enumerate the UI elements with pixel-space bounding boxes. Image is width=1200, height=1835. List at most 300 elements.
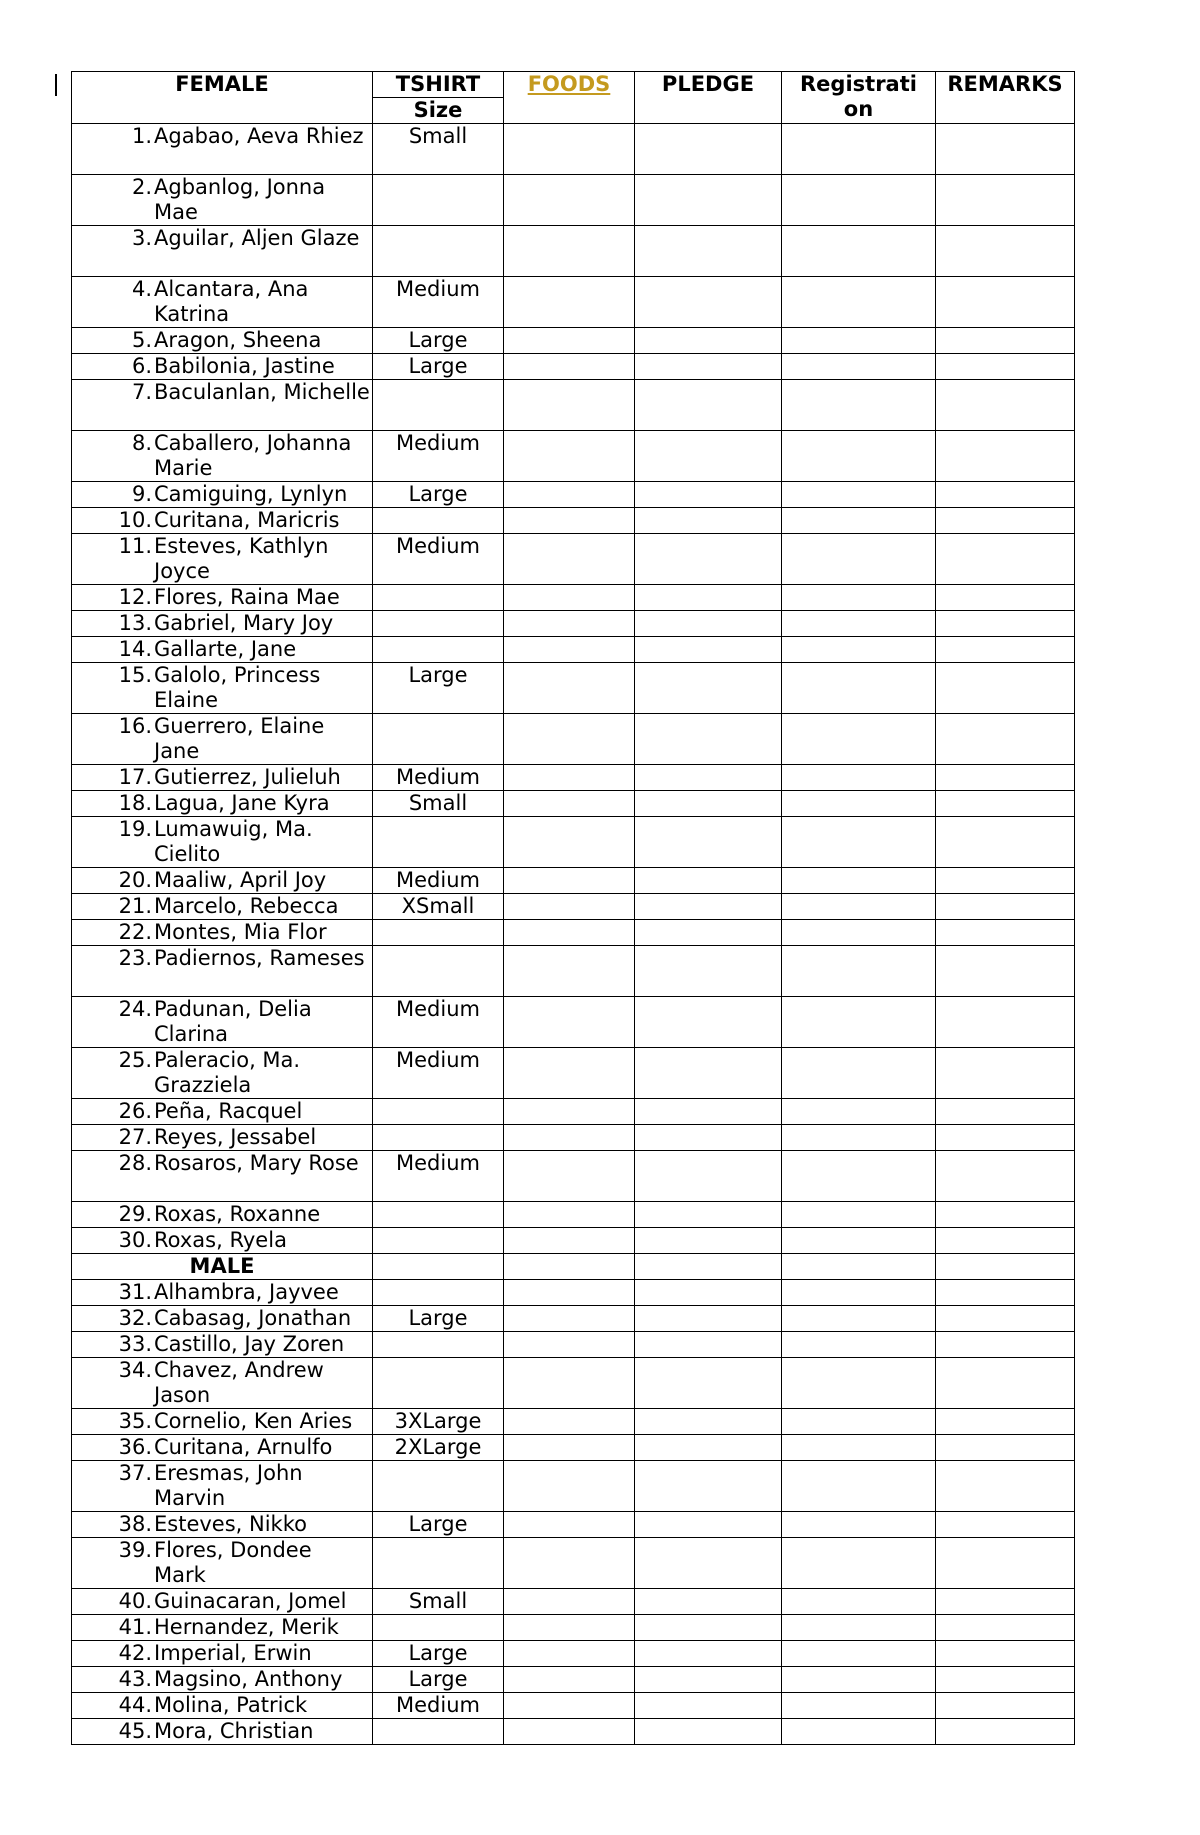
tshirt-size-cell [373, 1202, 504, 1228]
name-cell [72, 611, 373, 637]
tshirt-size-cell: 2XLarge [373, 1435, 504, 1461]
row-number: 30. [118, 1228, 152, 1252]
registration-cell [782, 508, 936, 534]
pledge-cell [635, 817, 782, 868]
name-cell [72, 637, 373, 663]
name-cell [72, 1461, 373, 1512]
name-cell [72, 946, 373, 997]
registration-cell [782, 1048, 936, 1099]
pledge-cell [635, 585, 782, 611]
foods-cell [504, 508, 635, 534]
pledge-cell [635, 1409, 782, 1435]
tshirt-size-cell [373, 1099, 504, 1125]
row-number: 32. [118, 1306, 152, 1330]
pledge-cell [635, 1693, 782, 1719]
table-row [72, 997, 1075, 1048]
remarks-cell [936, 1512, 1075, 1538]
registration-header [782, 72, 936, 124]
person-name: Lagua, Jane Kyra [154, 791, 330, 815]
person-name: Maaliw, April Joy [154, 868, 327, 892]
registration-cell [782, 1615, 936, 1641]
pledge-cell [635, 482, 782, 508]
registration-cell [782, 637, 936, 663]
pledge-cell [635, 1048, 782, 1099]
name-cell [72, 1615, 373, 1641]
tshirt-size-cell: Large [373, 328, 504, 354]
pledge-cell [635, 1280, 782, 1306]
foods-cell [504, 1719, 635, 1745]
row-number: 44. [118, 1693, 152, 1717]
tshirt-size-cell [373, 714, 504, 765]
remarks-cell [936, 868, 1075, 894]
person-name: Roxas, Ryela [154, 1228, 287, 1252]
registration-cell [782, 611, 936, 637]
name-cell [72, 1306, 373, 1332]
table-row [72, 1615, 1075, 1641]
row-number: 23. [118, 946, 152, 970]
registration-cell [782, 1538, 936, 1589]
tshirt-size-cell: Medium [373, 1048, 504, 1099]
name-cell [72, 1151, 373, 1202]
registration-cell [782, 175, 936, 226]
person-name: Aguilar, Aljen Glaze [154, 226, 360, 250]
name-cell [72, 1202, 373, 1228]
pledge-cell [635, 1435, 782, 1461]
row-number: 24. [118, 997, 152, 1021]
remarks-cell [936, 1202, 1075, 1228]
remarks-cell [936, 175, 1075, 226]
person-name: Galolo, Princess Elaine [154, 663, 321, 712]
remarks-cell [936, 1151, 1075, 1202]
table-row [72, 1358, 1075, 1409]
row-number: 19. [118, 817, 152, 841]
name-cell [72, 714, 373, 765]
person-name: Flores, Dondee Mark [154, 1538, 312, 1587]
pledge-cell [635, 1641, 782, 1667]
pledge-cell [635, 997, 782, 1048]
row-number: 33. [118, 1332, 152, 1356]
row-number: 1. [131, 124, 152, 148]
table-row [72, 175, 1075, 226]
person-name: Lumawuig, Ma. Cielito [154, 817, 313, 866]
person-name: Guinacaran, Jomel [154, 1589, 347, 1613]
table-row [72, 714, 1075, 765]
name-cell [72, 1409, 373, 1435]
pledge-cell [635, 431, 782, 482]
row-number: 45. [118, 1719, 152, 1743]
registration-cell [782, 868, 936, 894]
remarks-cell [936, 765, 1075, 791]
registration-cell [782, 1435, 936, 1461]
table-row [72, 1538, 1075, 1589]
table-row [72, 1435, 1075, 1461]
row-number: 15. [118, 663, 152, 687]
tshirt-size-cell [373, 1228, 504, 1254]
remarks-cell [936, 585, 1075, 611]
registration-cell [782, 1693, 936, 1719]
registration-cell [782, 894, 936, 920]
person-name: Babilonia, Jastine [154, 354, 335, 378]
row-number: 22. [118, 920, 152, 944]
row-number: 34. [118, 1358, 152, 1382]
tshirt-size-cell [373, 585, 504, 611]
name-cell [72, 997, 373, 1048]
foods-cell [504, 1125, 635, 1151]
name-cell [72, 175, 373, 226]
person-name: Curitana, Arnulfo [154, 1435, 333, 1459]
tshirt-size-cell: Medium [373, 765, 504, 791]
remarks-cell [936, 997, 1075, 1048]
tshirt-size-cell [373, 380, 504, 431]
remarks-cell [936, 1125, 1075, 1151]
remarks-cell [936, 1280, 1075, 1306]
registration-cell [782, 663, 936, 714]
foods-cell [504, 714, 635, 765]
name-cell [72, 1332, 373, 1358]
registration-cell [782, 1099, 936, 1125]
remarks-cell [936, 1332, 1075, 1358]
name-cell [72, 791, 373, 817]
tshirt-size-cell [373, 175, 504, 226]
remarks-cell [936, 1099, 1075, 1125]
table-row [72, 791, 1075, 817]
row-number: 26. [118, 1099, 152, 1123]
foods-cell [504, 1461, 635, 1512]
table-row [72, 508, 1075, 534]
person-name: Esteves, Kathlyn Joyce [154, 534, 329, 583]
remarks-cell [936, 1409, 1075, 1435]
registration-cell [782, 328, 936, 354]
table-row [72, 1125, 1075, 1151]
pledge-cell [635, 277, 782, 328]
table-row [72, 482, 1075, 508]
roster-body [72, 124, 1075, 1745]
table-row [72, 1332, 1075, 1358]
person-name: Hernandez, Merik [154, 1615, 339, 1639]
remarks-cell [936, 431, 1075, 482]
row-number: 10. [118, 508, 152, 532]
foods-header-label[interactable]: FOODS [527, 72, 611, 96]
table-row [72, 611, 1075, 637]
row-number: 43. [118, 1667, 152, 1691]
person-name: Imperial, Erwin [154, 1641, 312, 1665]
name-cell [72, 226, 373, 277]
tshirt-size-cell [373, 817, 504, 868]
registration-cell [782, 277, 936, 328]
foods-cell [504, 1202, 635, 1228]
female-header-label: FEMALE [175, 72, 269, 96]
foods-cell [504, 124, 635, 175]
table-row [72, 124, 1075, 175]
remarks-cell [936, 1358, 1075, 1409]
male-section-label: MALE [72, 1254, 373, 1280]
table-row [72, 1306, 1075, 1332]
pledge-cell [635, 1099, 782, 1125]
remarks-cell [936, 380, 1075, 431]
person-name: Gabriel, Mary Joy [154, 611, 334, 635]
name-cell [72, 277, 373, 328]
pledge-cell [635, 354, 782, 380]
name-cell [72, 1358, 373, 1409]
remarks-cell [936, 714, 1075, 765]
registration-cell [782, 1202, 936, 1228]
registration-cell [782, 1358, 936, 1409]
row-number: 36. [118, 1435, 152, 1459]
person-name: Baculanlan, Michelle [154, 380, 370, 404]
foods-cell [504, 791, 635, 817]
remarks-cell [936, 534, 1075, 585]
foods-cell [504, 1332, 635, 1358]
registration-cell [782, 714, 936, 765]
pledge-cell [635, 1461, 782, 1512]
person-name: Paleracio, Ma. Grazziela [154, 1048, 301, 1097]
table-row [72, 1151, 1075, 1202]
name-cell [72, 328, 373, 354]
foods-cell [504, 1615, 635, 1641]
name-cell [72, 1719, 373, 1745]
pledge-cell [635, 175, 782, 226]
table-row [72, 765, 1075, 791]
remarks-cell [936, 354, 1075, 380]
foods-cell [504, 1693, 635, 1719]
tshirt-size-cell: XSmall [373, 894, 504, 920]
registration-cell [782, 920, 936, 946]
foods-cell [504, 946, 635, 997]
foods-cell [504, 175, 635, 226]
remarks-cell [936, 328, 1075, 354]
pledge-cell [635, 1358, 782, 1409]
table-row [72, 817, 1075, 868]
foods-cell [504, 663, 635, 714]
name-cell [72, 1228, 373, 1254]
pledge-cell [635, 611, 782, 637]
tshirt-size-cell: Medium [373, 277, 504, 328]
tshirt-size-cell: Medium [373, 1151, 504, 1202]
person-name: Padiernos, Rameses [154, 946, 365, 970]
row-number: 40. [118, 1589, 152, 1613]
registration-cell [782, 1589, 936, 1615]
foods-cell [504, 1641, 635, 1667]
row-number: 16. [118, 714, 152, 738]
pledge-cell [635, 1615, 782, 1641]
registration-cell [782, 791, 936, 817]
remarks-cell [936, 791, 1075, 817]
pledge-cell [635, 1667, 782, 1693]
foods-cell [504, 482, 635, 508]
row-number: 18. [118, 791, 152, 815]
row-number: 20. [118, 868, 152, 892]
remarks-cell [936, 1461, 1075, 1512]
registration-cell [782, 482, 936, 508]
table-row [72, 354, 1075, 380]
registration-cell [782, 1280, 936, 1306]
foods-cell [504, 534, 635, 585]
remarks-cell [936, 1435, 1075, 1461]
registration-cell [782, 1512, 936, 1538]
foods-cell [504, 894, 635, 920]
pledge-cell [635, 124, 782, 175]
table-row [72, 868, 1075, 894]
pledge-cell [635, 714, 782, 765]
person-name: Chavez, Andrew Jason [154, 1358, 324, 1407]
row-number: 38. [118, 1512, 152, 1536]
name-cell [72, 1099, 373, 1125]
name-cell [72, 868, 373, 894]
registration-cell [782, 765, 936, 791]
tshirt-header [373, 72, 504, 124]
row-number: 41. [118, 1615, 152, 1639]
foods-cell [504, 1512, 635, 1538]
foods-cell [504, 1099, 635, 1125]
tshirt-size-cell [373, 1332, 504, 1358]
table-row [72, 534, 1075, 585]
name-cell [72, 482, 373, 508]
name-cell [72, 431, 373, 482]
name-cell [72, 585, 373, 611]
name-cell [72, 920, 373, 946]
foods-cell [504, 1254, 635, 1280]
pledge-cell [635, 663, 782, 714]
person-name: Gallarte, Jane [154, 637, 297, 661]
tshirt-size-cell: Small [373, 791, 504, 817]
table-row [72, 328, 1075, 354]
person-name: Flores, Raina Mae [154, 585, 340, 609]
person-name: Aragon, Sheena [154, 328, 322, 352]
table-row [72, 1048, 1075, 1099]
name-cell [72, 380, 373, 431]
pledge-cell [635, 868, 782, 894]
name-cell [72, 1512, 373, 1538]
registration-cell [782, 1254, 936, 1280]
row-number: 21. [118, 894, 152, 918]
roster-table [71, 71, 1075, 1745]
registration-cell [782, 226, 936, 277]
row-number: 27. [118, 1125, 152, 1149]
person-name: Camiguing, Lynlyn [154, 482, 348, 506]
foods-cell [504, 1306, 635, 1332]
pledge-header [635, 72, 782, 124]
person-name: Reyes, Jessabel [154, 1125, 317, 1149]
row-number: 6. [131, 354, 152, 378]
person-name: Alcantara, Ana Katrina [154, 277, 309, 326]
foods-cell [504, 1538, 635, 1589]
foods-cell [504, 1589, 635, 1615]
foods-cell [504, 1048, 635, 1099]
remarks-cell [936, 1589, 1075, 1615]
tshirt-size-cell: Large [373, 1306, 504, 1332]
person-name: Curitana, Maricris [154, 508, 340, 532]
name-cell [72, 508, 373, 534]
tshirt-size-cell: 3XLarge [373, 1409, 504, 1435]
foods-cell [504, 1409, 635, 1435]
name-cell [72, 1048, 373, 1099]
registration-cell [782, 1332, 936, 1358]
tshirt-size-cell: Large [373, 482, 504, 508]
tshirt-size-cell: Medium [373, 534, 504, 585]
foods-cell [504, 380, 635, 431]
remarks-cell [936, 1306, 1075, 1332]
foods-cell [504, 277, 635, 328]
row-number: 37. [118, 1461, 152, 1485]
person-name: Agbanlog, Jonna Mae [154, 175, 326, 224]
row-number: 35. [118, 1409, 152, 1433]
male-section-row [72, 1254, 1075, 1280]
remarks-cell [936, 894, 1075, 920]
table-row [72, 663, 1075, 714]
row-number: 7. [131, 380, 152, 404]
name-cell [72, 1641, 373, 1667]
row-number: 13. [118, 611, 152, 635]
foods-cell [504, 354, 635, 380]
table-row [72, 1641, 1075, 1667]
pledge-cell [635, 534, 782, 585]
row-number: 4. [131, 277, 152, 301]
pledge-cell [635, 1254, 782, 1280]
table-row [72, 1228, 1075, 1254]
registration-cell [782, 1641, 936, 1667]
person-name: Molina, Patrick [154, 1693, 308, 1717]
row-number: 25. [118, 1048, 152, 1072]
pledge-cell [635, 1538, 782, 1589]
row-number: 28. [118, 1151, 152, 1175]
pledge-cell [635, 1202, 782, 1228]
registration-cell [782, 946, 936, 997]
pledge-cell [635, 920, 782, 946]
registration-cell [782, 817, 936, 868]
name-cell [72, 894, 373, 920]
pledge-cell [635, 1719, 782, 1745]
row-number: 2. [131, 175, 152, 199]
person-name: Magsino, Anthony [154, 1667, 343, 1691]
name-cell [72, 534, 373, 585]
table-row [72, 1667, 1075, 1693]
tshirt-size-cell: Large [373, 1667, 504, 1693]
person-name: Alhambra, Jayvee [154, 1280, 339, 1304]
foods-cell [504, 868, 635, 894]
tshirt-size-cell: Large [373, 663, 504, 714]
foods-cell [504, 431, 635, 482]
pledge-cell [635, 637, 782, 663]
row-number: 3. [131, 226, 152, 250]
foods-cell [504, 997, 635, 1048]
foods-cell [504, 1151, 635, 1202]
row-number: 17. [118, 765, 152, 789]
remarks-cell [936, 482, 1075, 508]
remarks-cell [936, 817, 1075, 868]
tshirt-size-cell [373, 611, 504, 637]
tshirt-size-cell: Medium [373, 997, 504, 1048]
row-number: 14. [118, 637, 152, 661]
table-row [72, 431, 1075, 482]
registration-cell [782, 1228, 936, 1254]
table-row [72, 637, 1075, 663]
tshirt-size-cell [373, 1358, 504, 1409]
remarks-cell [936, 1254, 1075, 1280]
person-name: Eresmas, John Marvin [154, 1461, 303, 1510]
row-number: 9. [131, 482, 152, 506]
foods-header [504, 72, 635, 124]
remarks-cell [936, 1693, 1075, 1719]
table-row [72, 1202, 1075, 1228]
foods-cell [504, 765, 635, 791]
tshirt-size-cell [373, 1461, 504, 1512]
row-number: 11. [118, 534, 152, 558]
remarks-cell [936, 1538, 1075, 1589]
tshirt-size-cell [373, 920, 504, 946]
pledge-cell [635, 1589, 782, 1615]
person-name: Rosaros, Mary Rose [154, 1151, 359, 1175]
remarks-cell [936, 663, 1075, 714]
